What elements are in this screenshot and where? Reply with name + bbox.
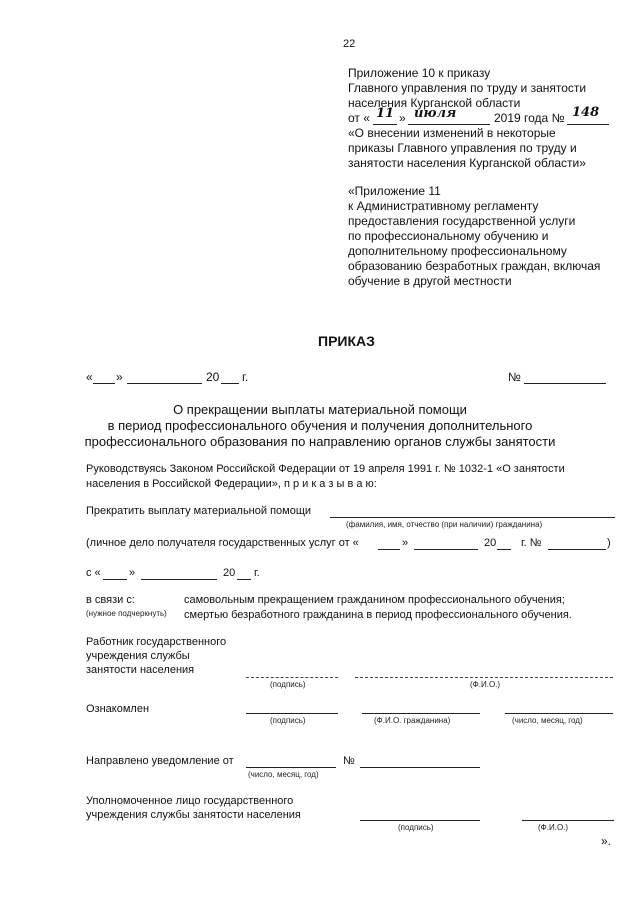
annex-line7: обучение в другой местности xyxy=(348,274,512,288)
order-number-label: № xyxy=(508,370,521,384)
preamble-line1: Руководствуясь Законом Российской Федерации от 19 апреля 1991 г. № 1032-1 «О занятости xyxy=(86,463,565,475)
from-date-suffix: г. xyxy=(254,567,260,579)
date-day-underline xyxy=(373,124,397,125)
appendix-date-mid: » xyxy=(399,111,406,125)
closing-quote: ». xyxy=(601,834,612,848)
annex-line4: по профессиональному обучению и xyxy=(348,229,549,243)
authorized-line2: учреждения службы занятости населения xyxy=(86,809,301,821)
from-month-blank xyxy=(141,579,217,580)
from-date-prefix: с « xyxy=(86,567,101,579)
annex-line6: образованию безработных граждан, включая xyxy=(348,259,601,273)
notice-date-caption: (число, месяц, год) xyxy=(248,770,319,779)
employee-line3: занятости населения xyxy=(86,664,195,676)
employee-line2: учреждения службы xyxy=(86,650,190,662)
case-close: ) xyxy=(607,537,611,549)
page-number: 22 xyxy=(343,38,356,50)
authorized-line1: Уполномоченное лицо государственного xyxy=(86,795,294,807)
acquainted-sign-line xyxy=(246,713,338,714)
case-year: 20 xyxy=(484,537,497,549)
order-day-blank xyxy=(93,383,115,384)
annex-line2: к Административному регламенту xyxy=(348,199,539,213)
order-title: ПРИКАЗ xyxy=(318,333,375,349)
order-number-blank xyxy=(524,383,606,384)
order-date-quote-open: « xyxy=(86,370,93,384)
handwritten-day: 11 xyxy=(376,106,395,121)
employee-line1: Работник государственного xyxy=(86,636,227,648)
handwritten-order-no: 148 xyxy=(572,105,600,120)
citizen-name-caption: (фамилия, имя, отчество (при наличии) гражданина) xyxy=(346,520,543,529)
annex-line5: дополнительному профессиональному xyxy=(348,244,567,258)
employee-sign-line xyxy=(246,677,338,678)
appendix-line7: занятости населения Курганской области» xyxy=(348,156,586,170)
case-no-label: г. № xyxy=(521,537,542,549)
authorized-name-line xyxy=(522,820,614,821)
annex-line3: предоставления государственной услуги xyxy=(348,214,576,228)
case-prefix: (личное дело получателя государственных услуг от « xyxy=(86,537,359,549)
reason-option1: самовольным прекращением гражданином профессионального обучения; xyxy=(184,594,565,606)
appendix-line2: Главного управления по труду и занятости xyxy=(348,81,587,95)
handwritten-month: июля xyxy=(414,106,457,121)
preamble-line2: населения в Российской Федерации», п р и к а з ы в а ю: xyxy=(86,478,377,490)
order-month-blank xyxy=(127,383,202,384)
case-no-blank xyxy=(548,549,606,550)
appendix-line1: Приложение 10 к приказу xyxy=(348,66,491,80)
notice-date-line xyxy=(246,767,336,768)
notice-number-line xyxy=(360,767,480,768)
appendix-line5: «О внесении изменений в некоторые xyxy=(348,126,556,140)
employee-name-line xyxy=(355,677,613,678)
acquainted-date-line xyxy=(505,713,613,714)
from-date-mid: » xyxy=(129,567,136,579)
annex-line1: «Приложение 11 xyxy=(348,184,441,198)
employee-name-caption: (Ф.И.О.) xyxy=(470,680,501,689)
from-year-blank xyxy=(237,579,251,580)
appendix-line6: приказы Главного управления по труду и xyxy=(348,141,577,155)
authorized-name-caption: (Ф.И.О.) xyxy=(538,823,569,832)
acquainted-name-line xyxy=(362,713,480,714)
acquainted-sign-caption: (подпись) xyxy=(270,716,306,725)
case-day-blank xyxy=(378,549,400,550)
date-month-underline xyxy=(408,124,490,125)
acquainted-name-caption: (Ф.И.О. гражданина) xyxy=(374,716,451,725)
case-year-blank xyxy=(497,549,511,550)
heading-line1: О прекращении выплаты материальной помощи xyxy=(173,402,467,417)
from-date-year: 20 xyxy=(223,567,236,579)
notice-label: Направлено уведомление от xyxy=(86,755,234,767)
order-no-underline xyxy=(567,124,609,125)
appendix-date-year: 2019 года № xyxy=(494,111,565,125)
authorized-sign-caption: (подпись) xyxy=(398,823,434,832)
employee-sign-caption: (подпись) xyxy=(270,680,306,689)
reason-label: в связи с: xyxy=(86,594,135,606)
appendix-date-prefix: от « xyxy=(348,111,370,125)
reason-note: (нужное подчеркнуть) xyxy=(86,609,167,618)
heading-line2: в период профессионального обучения и получения дополнительного xyxy=(107,418,533,433)
order-year-prefix: 20 xyxy=(206,370,220,384)
authorized-sign-line xyxy=(360,820,480,821)
heading-line3: профессионального образования по направлению органов службы занятости xyxy=(84,434,556,449)
order-year-blank xyxy=(221,383,239,384)
order-date-quote-close: » xyxy=(116,370,123,384)
appendix-line3: населения Курганской области xyxy=(348,96,521,110)
notice-number-label: № xyxy=(343,755,355,767)
case-month-blank xyxy=(414,549,478,550)
reason-option2: смертью безработного гражданина в период профессионального обучения. xyxy=(184,609,572,621)
acquainted-date-caption: (число, месяц, год) xyxy=(512,716,583,725)
citizen-name-blank xyxy=(330,517,615,518)
order-year-suffix: г. xyxy=(242,370,249,384)
case-mid: » xyxy=(402,537,409,549)
acquainted-label: Ознакомлен xyxy=(86,703,150,715)
stop-payment-label: Прекратить выплату материальной помощи xyxy=(86,505,312,517)
from-day-blank xyxy=(103,579,127,580)
